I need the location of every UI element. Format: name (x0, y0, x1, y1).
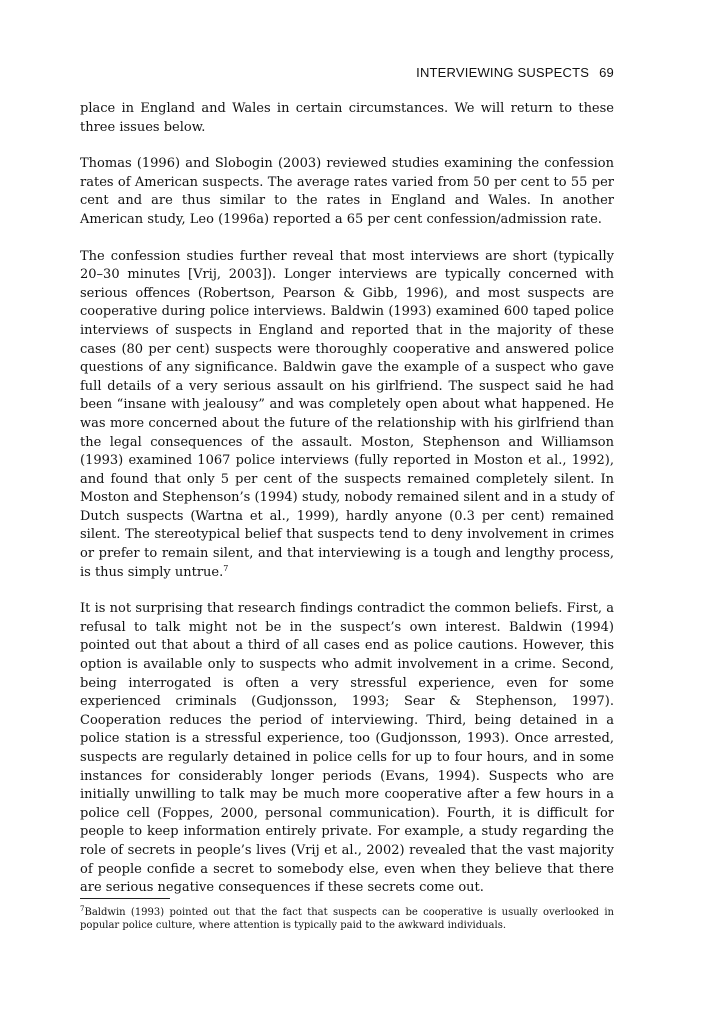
paragraph-2: Thomas (1996) and Slobogin (2003) reviewed studies examining the confession rates of American suspects. The average rates varied from 50 per cent to 55 per cent and are thus similar to the rates in England and Wales. In another American study, Leo (1996a) reported a 65 per cent confession/admission rate. (80, 156, 614, 227)
paragraph-1: place in England and Wales in certain circumstances. We will return to these three issues below. (80, 101, 614, 135)
footnote-text: Baldwin (1993) pointed out that the fact that suspects can be cooperative is usually overlooked in popular police culture, where attention is typically paid to the awkward individuals. (80, 907, 614, 931)
paragraph-3-text: The confession studies further reveal that most interviews are short (typically 20–30 minutes [Vrij, 2003]). Longer interviews are typically concerned with serious offences (Robertson, Pearson & Gibb, 1996), and most suspects are cooperative during police interviews. Baldwin (1993) examined 600 taped police interviews of suspects in England and reported that in the majority of these cases (80 per cent) suspects were thoroughly cooperative and answered police questions of any significance. Baldwin gave the example of a suspect who gave full details of a very serious assault on his girlfriend. The suspect said he had been “insane with jealousy” and was completely open about what happened. He was more concerned about the future of the relationship with his girlfriend than the legal consequences of the assault. Moston, Stephenson and Williamson (1993) examined 1067 police interviews (fully reported in Moston et al., 1992), and found that only 5 per cent of the suspects remained completely silent. In Moston and Stephenson’s (1994) study, nobody remained silent and in a study of Dutch suspects (Wartna et al., 1999), hardly anyone (0.3 per cent) remained silent. The stereotypical belief that suspects tend to deny involvement in crimes or prefer to remain silent, and that interviewing is a tough and lengthy process, is thus simply untrue. (80, 248, 614, 580)
footnote-marker: 7 (80, 905, 85, 913)
paragraph-3 (80, 248, 614, 583)
footnote (80, 906, 614, 932)
page-number: 69 (599, 65, 614, 80)
running-title: INTERVIEWING SUSPECTS (416, 65, 590, 80)
paragraph-4: It is not surprising that research findings contradict the common beliefs. First, a refusal to talk might not be in the suspect’s own interest. Baldwin (1994) pointed out that about a third of all cases end as police cautions. However, this option is available only to suspects who admit involvement in a crime. Second, being interrogated is often a very stressful experience, even for some experienced criminals (Gudjonsson, 1993; Sear & Stephenson, 1997). Cooperation reduces the period of interviewing. Third, being detained in a police station is a stressful experience, too (Gudjonsson, 1993). Once arrested, suspects are regularly detained in police cells for up to four hours, and in some instances for considerably longer periods (Evans, 1994). Suspects who are initially unwilling to talk may be much more cooperative after a few hours in a police cell (Foppes, 2000, personal communication). Fourth, it is difficult for people to keep information entirely private. For example, a study regarding the role of secrets in people’s lives (Vrij et al., 2002) revealed that the vast majority of people confide a secret to somebody else, even when they believe that there are serious negative consequences if these secrets come out. (80, 601, 614, 896)
footnote-reference[interactable]: 7 (223, 563, 229, 573)
running-head (80, 65, 614, 80)
body-text (80, 100, 614, 916)
footnote-divider (80, 898, 170, 899)
